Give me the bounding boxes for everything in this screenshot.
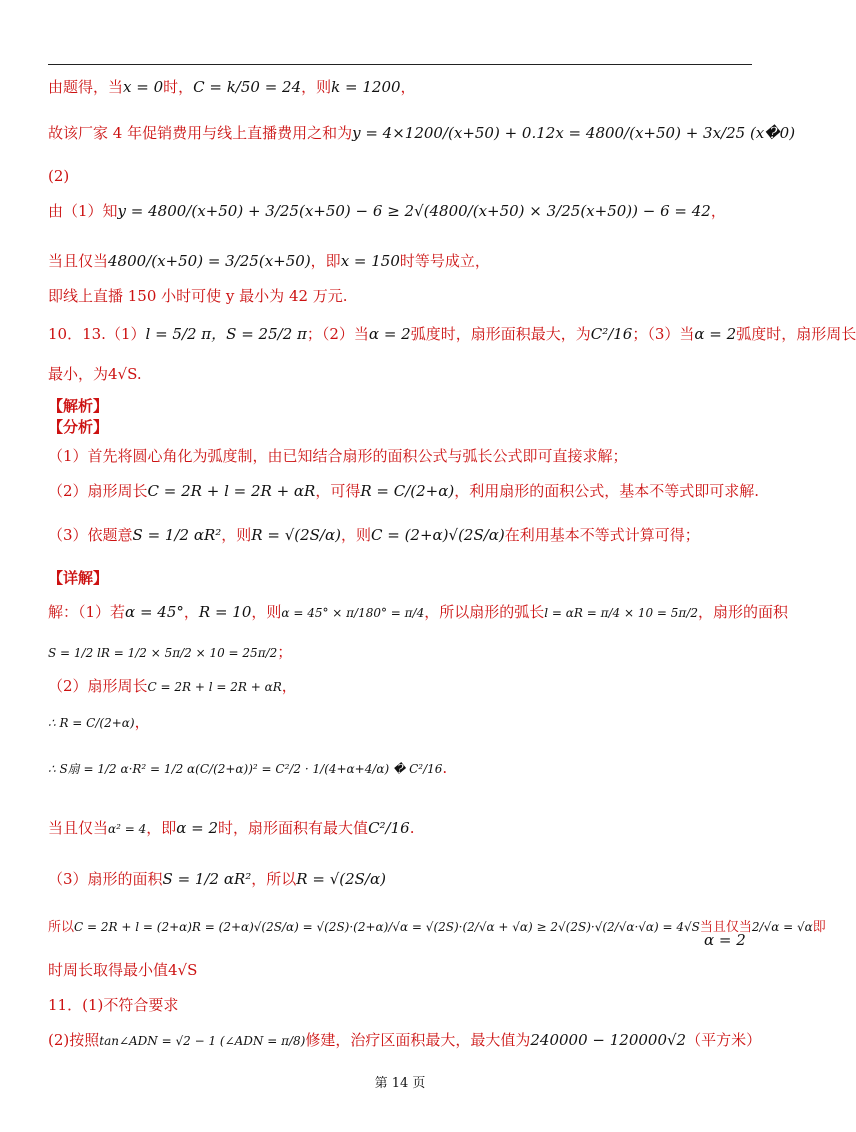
text-line: 解：（1）若α = 45°，R = 10，则α = 45° × π/180° = π/4，所以扇形的弧长l = αR = π/4 × 10 = 5π/2，扇形的面积 (48, 603, 789, 621)
math-expression: k = 1200 (331, 78, 401, 96)
math-expression: C = 2R + l = (2+α)R = (2+α)√(2S/α) = √(2S)·(2+α)/√α = √(2S)·(2/√α + √α) ≥ 2√(2S)·√(2/√α·√α) = 4√S (74, 920, 700, 934)
text-line: ∴ R = C/(2+α)， (48, 713, 150, 731)
section-heading: 【分析】 (48, 418, 109, 436)
page-footer: 第 14 页 (374, 1076, 426, 1091)
text-line: 故该厂家 4 年促销费用与线上直播费用之和为y = 4×1200/(x+50) + 0.12x = 4800/(x+50) + 3x/25 (x�0) (48, 124, 796, 142)
math-expression: 2/√α = √α (751, 920, 813, 934)
math-expression: l = 5/2 π，S = 25/2 π (145, 325, 307, 343)
math-expression: S = 1/2 αR² (162, 870, 252, 888)
math-expression: S = 1/2 αR² (132, 526, 222, 544)
math-expression: R = √(2S/α) (296, 870, 386, 888)
math-expression: α = 2 (368, 325, 411, 343)
header-rule (48, 64, 752, 65)
text-line: S = 1/2 lR = 1/2 × 5π/2 × 10 = 25π/2； (48, 643, 293, 661)
math-expression: R = C/(2+α) (360, 482, 455, 500)
math-expression: 4800/(x+50) = 3/25(x+50) (108, 252, 311, 270)
math-expression: α = 2 (176, 819, 219, 837)
math-expression: 240000 − 120000√2 (530, 1031, 687, 1049)
text-line: （2）扇形周长C = 2R + l = 2R + αR， (48, 677, 297, 695)
math-expression: l = αR = π/4 × 10 = 5π/2 (544, 606, 698, 620)
text-line (704, 930, 746, 950)
text-line: 所以C = 2R + l = (2+α)R = (2+α)√(2S/α) = √(2S)·(2+α)/√α = √(2S)·(2/√α + √α) ≥ 2√(2S)·√(2/√α·√α) = 4√S当且仅当2/√α = √α即 (48, 920, 826, 935)
math-expression: C²/16 (590, 325, 633, 343)
math-expression: R = 10 (198, 603, 252, 621)
text-line: 11．(1)不符合要求 (48, 996, 179, 1014)
math-expression: α = 2 (704, 931, 746, 949)
math-expression: ∴ R = C/(2+α) (48, 716, 135, 730)
text-line: 时周长取得最小值4√S (48, 961, 198, 979)
math-expression: C = k/50 = 24 (193, 78, 302, 96)
math-expression: ∴ S扇 = 1/2 α·R² = 1/2 α(C/(2+α))² = C²/2 · 1/(4+α+4/α) � C²/16 (48, 762, 443, 776)
text-line: （3）扇形的面积S = 1/2 αR²，所以R = √(2S/α) (48, 870, 386, 888)
math-expression: R = √(2S/α) (251, 526, 341, 544)
text-line: 当且仅当α² = 4，即α = 2时，扇形面积有最大值C²/16. (48, 819, 415, 837)
text-line: 即线上直播 150 小时可使 y 最小为 42 万元. (48, 287, 348, 305)
math-expression: α = 45° × π/180° = π/4 (281, 606, 425, 620)
text-line: 由（1）知y = 4800/(x+50) + 3/25(x+50) − 6 ≥ 2√(4800/(x+50) × 3/25(x+50)) − 6 = 42， (48, 202, 726, 220)
math-expression: C = (2+α)√(2S/α) (370, 526, 505, 544)
section-heading: 【解析】 (48, 397, 109, 415)
math-expression: C = 2R + l = 2R + αR (147, 482, 316, 500)
section-heading: 【详解】 (48, 569, 109, 587)
math-expression: α² = 4 (108, 822, 147, 836)
text-line: 由题得，当x = 0时，C = k/50 = 24，则k = 1200， (48, 78, 416, 96)
math-expression: tan∠ADN = √2 − 1 (∠ADN = π/8) (99, 1034, 306, 1048)
text-line: 最小，为4√S. (48, 365, 142, 383)
text-line: 当且仅当4800/(x+50) = 3/25(x+50)，即x = 150时等号成立， (48, 252, 490, 270)
math-expression: S = 1/2 lR = 1/2 × 5π/2 × 10 = 25π/2 (48, 646, 278, 660)
math-expression: y = 4×1200/(x+50) + 0.12x = 4800/(x+50) + 3x/25 (x�0) (352, 124, 796, 142)
text-line: 10．13.（1）l = 5/2 π，S = 25/2 π；（2）当α = 2弧度时，扇形面积最大，为C²/16；（3）当α = 2弧度时，扇形周长 (48, 325, 856, 343)
text-line: (2) (48, 167, 70, 185)
math-expression: C = 2R + l = 2R + αR (147, 680, 282, 694)
text-line: （2）扇形周长C = 2R + l = 2R + αR，可得R = C/(2+α)，利用扇形的面积公式，基本不等式即可求解. (48, 482, 760, 500)
math-expression: x = 150 (340, 252, 400, 270)
text-line: （3）依题意S = 1/2 αR²，则R = √(2S/α)，则C = (2+α)√(2S/α)在利用基本不等式计算可得； (48, 526, 700, 544)
math-expression: C²/16 (368, 819, 410, 837)
math-expression: x = 0 (123, 78, 164, 96)
text-line: （1）首先将圆心角化为弧度制，由已知结合扇形的面积公式与弧长公式即可直接求解； (48, 447, 628, 465)
math-expression: y = 4800/(x+50) + 3/25(x+50) − 6 ≥ 2√(4800/(x+50) × 3/25(x+50)) − 6 = 42 (117, 202, 711, 220)
math-expression: α = 45° (125, 603, 184, 621)
text-line: (2)按照tan∠ADN = √2 − 1 (∠ADN = π/8)修建，治疗区面积最大，最大值为240000 − 120000√2（平方米） (48, 1031, 762, 1049)
text-line: ∴ S扇 = 1/2 α·R² = 1/2 α(C/(2+α))² = C²/2 · 1/(4+α+4/α) � C²/16. (48, 759, 448, 777)
math-expression: α = 2 (694, 325, 737, 343)
